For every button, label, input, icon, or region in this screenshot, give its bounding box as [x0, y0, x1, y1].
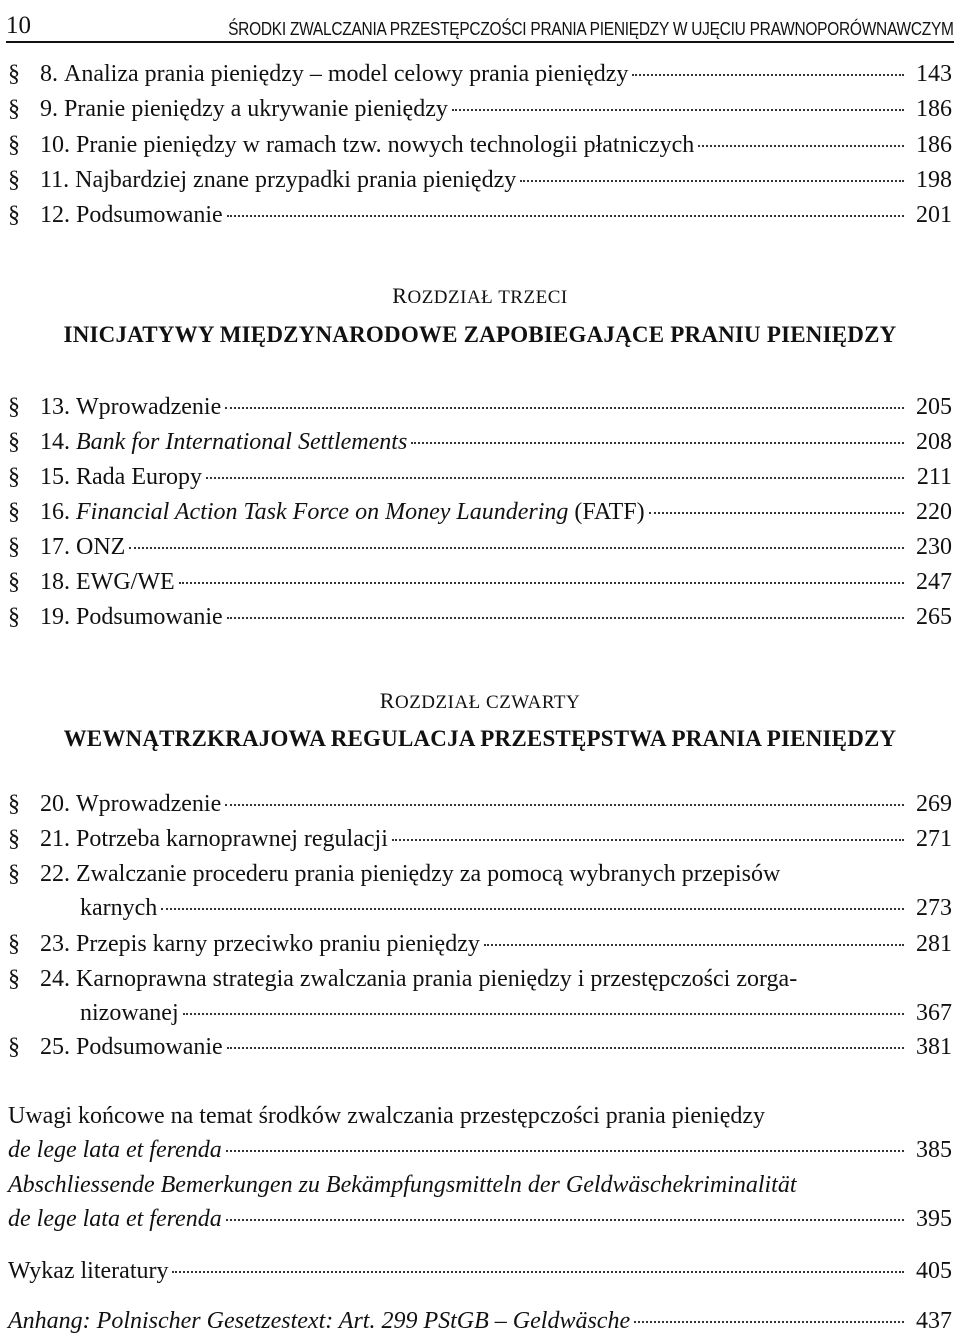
- toc-entry[interactable]: [8, 567, 952, 597]
- entry-number: 9.: [40, 96, 58, 122]
- entry-page: 211: [916, 464, 952, 490]
- entry-page: 367: [916, 1000, 952, 1026]
- entry-title-line2: karnych: [80, 895, 158, 921]
- toc-entry[interactable]: [8, 859, 952, 889]
- toc-entry-continuation[interactable]: [8, 1135, 952, 1165]
- entry-page: 201: [916, 202, 952, 228]
- entry-page: 385: [916, 1137, 952, 1163]
- dot-leader: [520, 180, 904, 182]
- toc-entry[interactable]: [8, 532, 952, 562]
- entry-title: EWG/WE: [76, 569, 175, 595]
- entry-number: 10.: [40, 132, 70, 158]
- dot-leader: [225, 804, 904, 806]
- entry-page: 271: [916, 826, 952, 852]
- entry-title: Rada Europy: [76, 464, 202, 490]
- entry-page: 273: [916, 895, 952, 921]
- section-symbol: §: [8, 569, 20, 595]
- section-symbol: §: [8, 132, 20, 158]
- entry-title: Pranie pieniędzy w ramach tzw. nowych technologii płatniczych: [76, 132, 695, 158]
- toc-entry-german[interactable]: [8, 1170, 952, 1200]
- entry-page: 186: [916, 132, 952, 158]
- entry-number: 11.: [40, 167, 70, 193]
- entry-number: 12.: [40, 202, 70, 228]
- dot-leader: [179, 582, 904, 584]
- toc-entry[interactable]: [8, 200, 952, 230]
- entry-page: 281: [916, 931, 952, 957]
- entry-page: 220: [916, 499, 952, 525]
- entry-number: 15.: [40, 464, 70, 490]
- section-symbol: §: [8, 202, 20, 228]
- entry-number: 8.: [40, 61, 58, 87]
- section-symbol: §: [8, 167, 20, 193]
- entry-title: Wprowadzenie: [76, 791, 222, 817]
- toc-entry[interactable]: [8, 165, 952, 195]
- annex-title: Anhang: Polnischer Gesetzestext: Art. 299 PStGB – Geldwäsche: [8, 1308, 631, 1334]
- toc-entry[interactable]: [8, 427, 952, 457]
- entry-title: Przepis karny przeciwko praniu pieniędzy: [76, 931, 480, 957]
- toc-entry[interactable]: [8, 1032, 952, 1062]
- toc-entry[interactable]: [8, 824, 952, 854]
- section-symbol: §: [8, 861, 20, 887]
- running-header: [6, 2, 954, 43]
- entry-number: 17.: [40, 534, 70, 560]
- entry-title: Najbardziej znane przypadki prania pieniędzy: [75, 167, 517, 193]
- entry-title: Podsumowanie: [76, 604, 223, 630]
- dot-leader: [161, 908, 904, 910]
- entry-number: 13.: [40, 394, 70, 420]
- section-symbol: §: [8, 826, 20, 852]
- entry-page: 269: [916, 791, 952, 817]
- german-title-line1: Abschliessende Bemerkungen zu Bekämpfungsmitteln der Geldwäschekriminalität: [8, 1172, 797, 1198]
- entry-page: 205: [916, 394, 952, 420]
- dot-leader: [225, 407, 904, 409]
- dot-leader: [452, 109, 904, 111]
- section-symbol: §: [8, 61, 20, 87]
- dot-leader: [649, 512, 904, 514]
- entry-number: 14.: [40, 429, 70, 455]
- entry-page: 208: [916, 429, 952, 455]
- entry-title-line1: Zwalczanie procederu prania pieniędzy za pomocą wybranych przepisów: [76, 861, 781, 887]
- bibliography-title: Wykaz literatury: [8, 1258, 169, 1284]
- dot-leader: [206, 477, 904, 479]
- section-symbol: §: [8, 394, 20, 420]
- toc-entry[interactable]: [8, 929, 952, 959]
- page-number: 10: [6, 12, 31, 39]
- entry-number: 24.: [40, 966, 70, 992]
- entry-title: Wprowadzenie: [76, 394, 222, 420]
- toc-entry[interactable]: [8, 59, 952, 89]
- section-symbol: §: [8, 966, 20, 992]
- section-symbol: §: [8, 791, 20, 817]
- entry-title-line2: nizowanej: [80, 1000, 179, 1026]
- running-title: ŚRODKI ZWALCZANIA PRZESTĘPCZOŚCI PRANIA PIENIĘDZY W UJĘCIU PRAWNOPORÓWNAWCZYM: [228, 19, 954, 39]
- toc-entry[interactable]: [8, 462, 952, 492]
- dot-leader: [484, 944, 904, 946]
- toc-entry-continuation[interactable]: [80, 998, 952, 1028]
- toc-entry[interactable]: [8, 392, 952, 422]
- entry-title: Podsumowanie: [76, 202, 223, 228]
- section-symbol: §: [8, 604, 20, 630]
- section-symbol: §: [8, 464, 20, 490]
- dot-leader: [227, 215, 904, 217]
- chapter-label-rest: OZDZIAŁ TRZECI: [407, 287, 568, 308]
- section-symbol: §: [8, 931, 20, 957]
- entry-number: 19.: [40, 604, 70, 630]
- entry-page: 395: [916, 1206, 952, 1232]
- section-symbol: §: [8, 534, 20, 560]
- chapter-label-initial: R: [392, 283, 408, 308]
- dot-leader: [634, 1321, 904, 1323]
- dot-leader: [226, 1219, 904, 1221]
- toc-entry[interactable]: [8, 789, 952, 819]
- entry-page: 143: [916, 61, 952, 87]
- entry-page: 198: [916, 167, 952, 193]
- remarks-title-line2: de lege lata et ferenda: [8, 1137, 222, 1163]
- dot-leader: [227, 1047, 904, 1049]
- german-title-line2: de lege lata et ferenda: [8, 1206, 222, 1232]
- entry-number: 25.: [40, 1034, 70, 1060]
- dot-leader: [411, 442, 904, 444]
- chapter-label: [0, 283, 960, 309]
- entry-number: 18.: [40, 569, 70, 595]
- entry-page: 405: [916, 1258, 952, 1284]
- entry-number: 22.: [40, 861, 70, 887]
- entry-page: 230: [916, 534, 952, 560]
- entry-page: 381: [916, 1034, 952, 1060]
- toc-entry-bibliography[interactable]: [8, 1256, 952, 1286]
- remarks-title-line1: Uwagi końcowe na temat środków zwalczania przestępczości prania pieniędzy: [8, 1103, 766, 1129]
- entry-title: Analiza prania pieniędzy – model celowy prania pieniędzy: [64, 61, 629, 87]
- section-symbol: §: [8, 1034, 20, 1060]
- entry-title: ONZ: [76, 534, 126, 560]
- toc-entry[interactable]: [8, 94, 952, 124]
- dot-leader: [227, 617, 904, 619]
- entry-title-tail: (FATF): [568, 499, 645, 525]
- entry-title: Podsumowanie: [76, 1034, 223, 1060]
- toc-entry-continuation[interactable]: [80, 893, 952, 923]
- toc-entry[interactable]: [8, 497, 952, 527]
- entry-page: 186: [916, 96, 952, 122]
- toc-entry-annex[interactable]: [8, 1306, 952, 1336]
- entry-number: 20.: [40, 791, 70, 817]
- entry-number: 21.: [40, 826, 70, 852]
- dot-leader: [172, 1271, 904, 1273]
- toc-entry[interactable]: [8, 602, 952, 632]
- entry-title: Pranie pieniędzy a ukrywanie pieniędzy: [64, 96, 448, 122]
- entry-title-italic: Financial Action Task Force on Money Laundering: [76, 499, 569, 525]
- toc-entry-remarks[interactable]: [8, 1101, 952, 1131]
- dot-leader: [698, 145, 904, 147]
- section-symbol: §: [8, 429, 20, 455]
- dot-leader: [129, 547, 904, 549]
- chapter-title: WEWNĄTRZKRAJOWA REGULACJA PRZESTĘPSTWA PRANIA PIENIĘDZY: [63, 726, 897, 751]
- entry-number: 16.: [40, 499, 70, 525]
- chapter-label-rest: OZDZIAŁ CZWARTY: [394, 692, 581, 713]
- dot-leader: [183, 1013, 904, 1015]
- chapter-label: [0, 688, 960, 714]
- entry-page: 265: [916, 604, 952, 630]
- entry-number: 23.: [40, 931, 70, 957]
- chapter-label-initial: R: [379, 688, 395, 713]
- entry-title: Bank for International Settlements: [76, 429, 408, 455]
- section-symbol: §: [8, 499, 20, 525]
- entry-page: 437: [916, 1308, 952, 1334]
- entry-title-line1: Karnoprawna strategia zwalczania prania pieniędzy i przestępczości zorga-: [76, 966, 798, 992]
- dot-leader: [392, 839, 904, 841]
- entry-page: 247: [916, 569, 952, 595]
- entry-title: [70, 497, 645, 527]
- entry-title: Potrzeba karnoprawnej regulacji: [76, 826, 388, 852]
- toc-entry[interactable]: [8, 964, 952, 994]
- toc-entry[interactable]: [8, 130, 952, 160]
- chapter-title: INICJATYWY MIĘDZYNARODOWE ZAPOBIEGAJĄCE PRANIU PIENIĘDZY: [63, 322, 897, 347]
- section-symbol: §: [8, 96, 20, 122]
- dot-leader: [632, 74, 904, 76]
- toc-entry-continuation[interactable]: [8, 1204, 952, 1234]
- dot-leader: [226, 1150, 904, 1152]
